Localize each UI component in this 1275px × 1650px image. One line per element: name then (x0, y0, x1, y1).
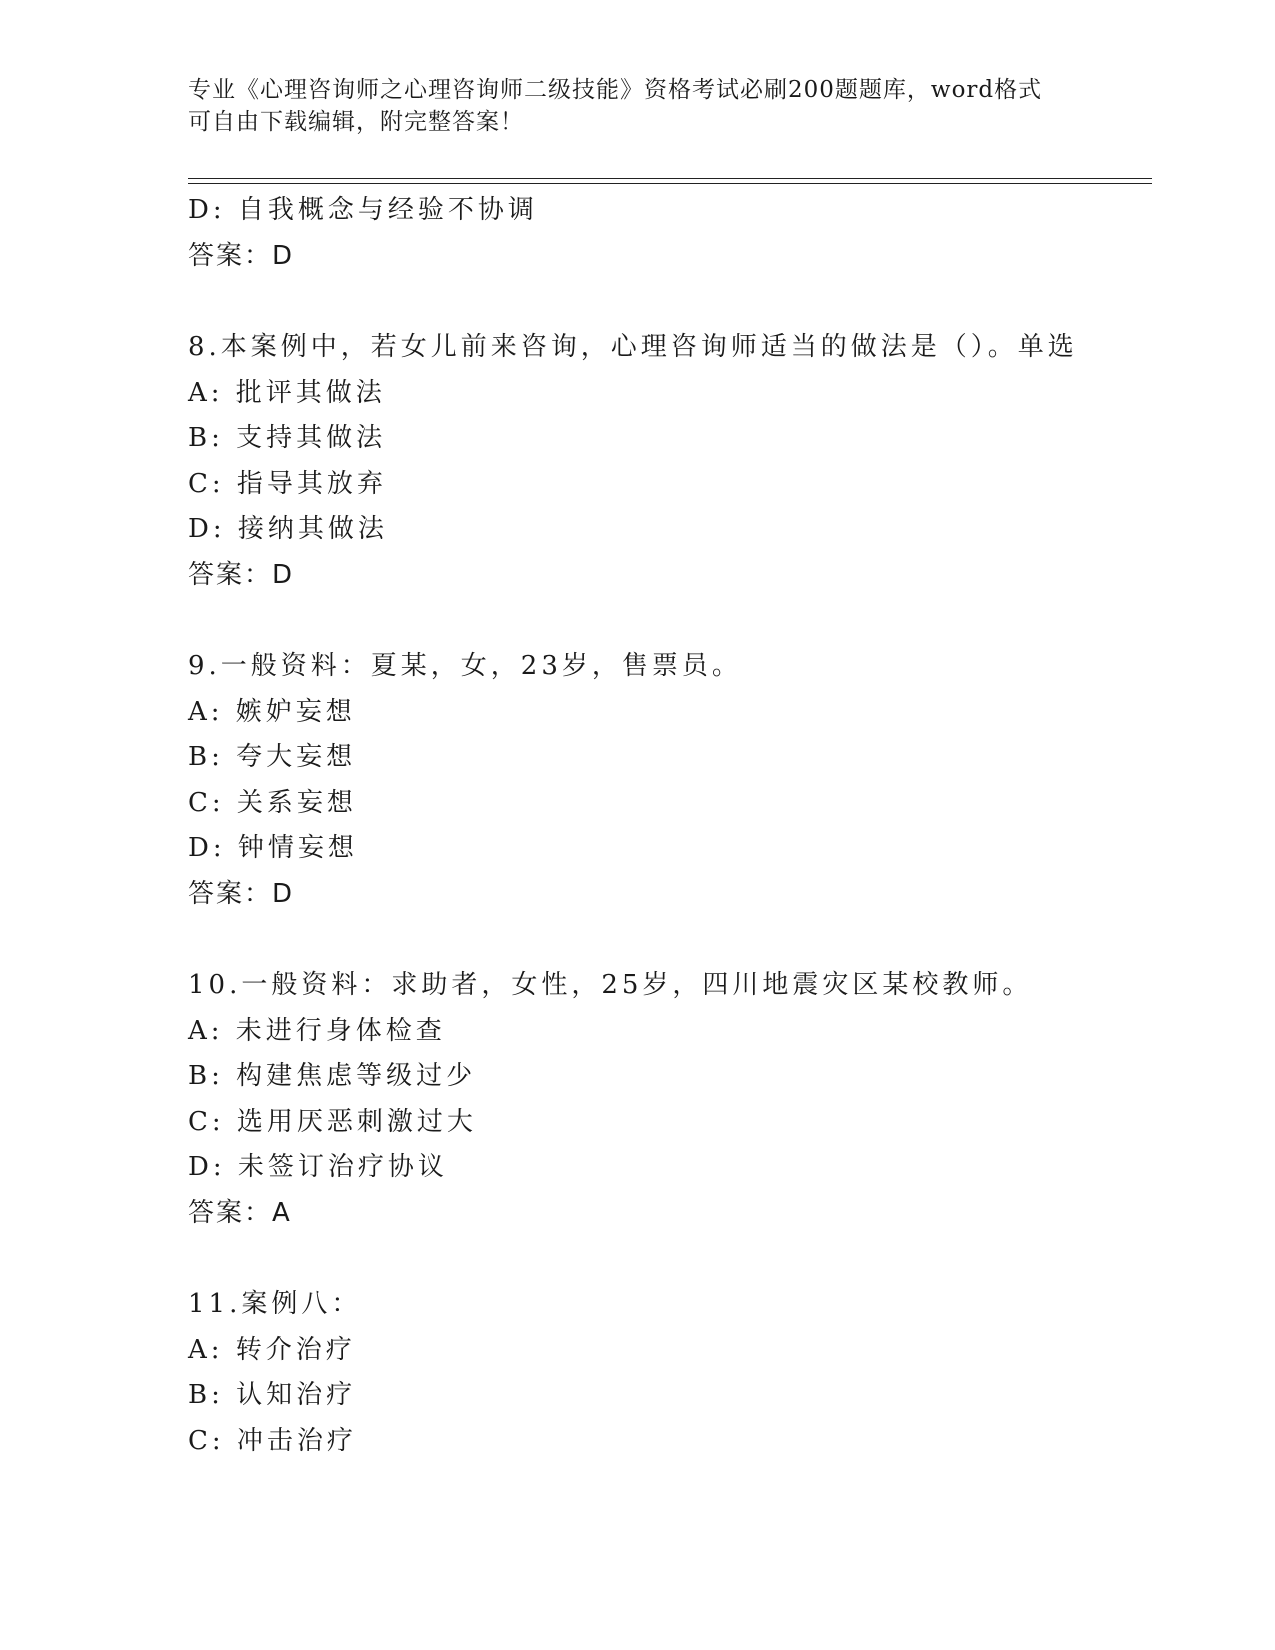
question-stem: 10.一般资料：求助者，女性，25岁，四川地震灾区某校教师。 (188, 970, 1033, 1000)
option-b: B: 支持其做法 (188, 423, 387, 453)
option-d: D: 接纳其做法 (188, 514, 388, 544)
header-rule-top (188, 178, 1152, 179)
option-c: C: 冲击治疗 (188, 1425, 357, 1456)
spacer (188, 598, 1148, 644)
header-line-2: 可自由下载编辑，附完整答案！ (188, 109, 524, 135)
header-line-1: 专业《心理咨询师之心理咨询师二级技能》资格考试必刷200题题库，word格式 (188, 77, 1043, 103)
answer: 答案：D (188, 559, 295, 590)
question-list (188, 188, 1148, 1464)
option-c: C: 选用厌恶刺激过大 (188, 1106, 477, 1137)
header-rule-bottom (188, 183, 1152, 184)
option-a: A: 未进行身体检查 (188, 1015, 446, 1046)
option-b: B: 构建焦虑等级过少 (188, 1061, 477, 1091)
question-stem: 9.一般资料：夏某，女，23岁，售票员。 (188, 651, 742, 681)
option-b: B: 认知治疗 (188, 1380, 357, 1410)
document-header (188, 74, 1088, 138)
option-b: B: 夸大妄想 (188, 742, 357, 772)
answer: 答案：D (188, 240, 295, 271)
spacer (188, 917, 1148, 963)
answer: 答案：D (188, 878, 295, 909)
answer: 答案：A (188, 1197, 292, 1228)
option-d: D: 钟情妄想 (188, 833, 358, 863)
question-stem: 8.本案例中，若女儿前来咨询，心理咨询师适当的做法是（）。单选 (188, 332, 1078, 362)
option-c: C: 关系妄想 (188, 787, 357, 818)
option-a: A: 嫉妒妄想 (188, 696, 356, 727)
spacer (188, 279, 1148, 325)
option-d: D: 自我概念与经验不协调 (188, 195, 538, 225)
option-c: C: 指导其放弃 (188, 468, 387, 499)
option-a: A: 转介治疗 (188, 1334, 356, 1365)
option-a: A: 批评其做法 (188, 377, 386, 408)
question-stem: 11.案例八： (188, 1289, 362, 1319)
spacer (188, 1236, 1148, 1282)
option-d: D: 未签订治疗协议 (188, 1152, 448, 1182)
